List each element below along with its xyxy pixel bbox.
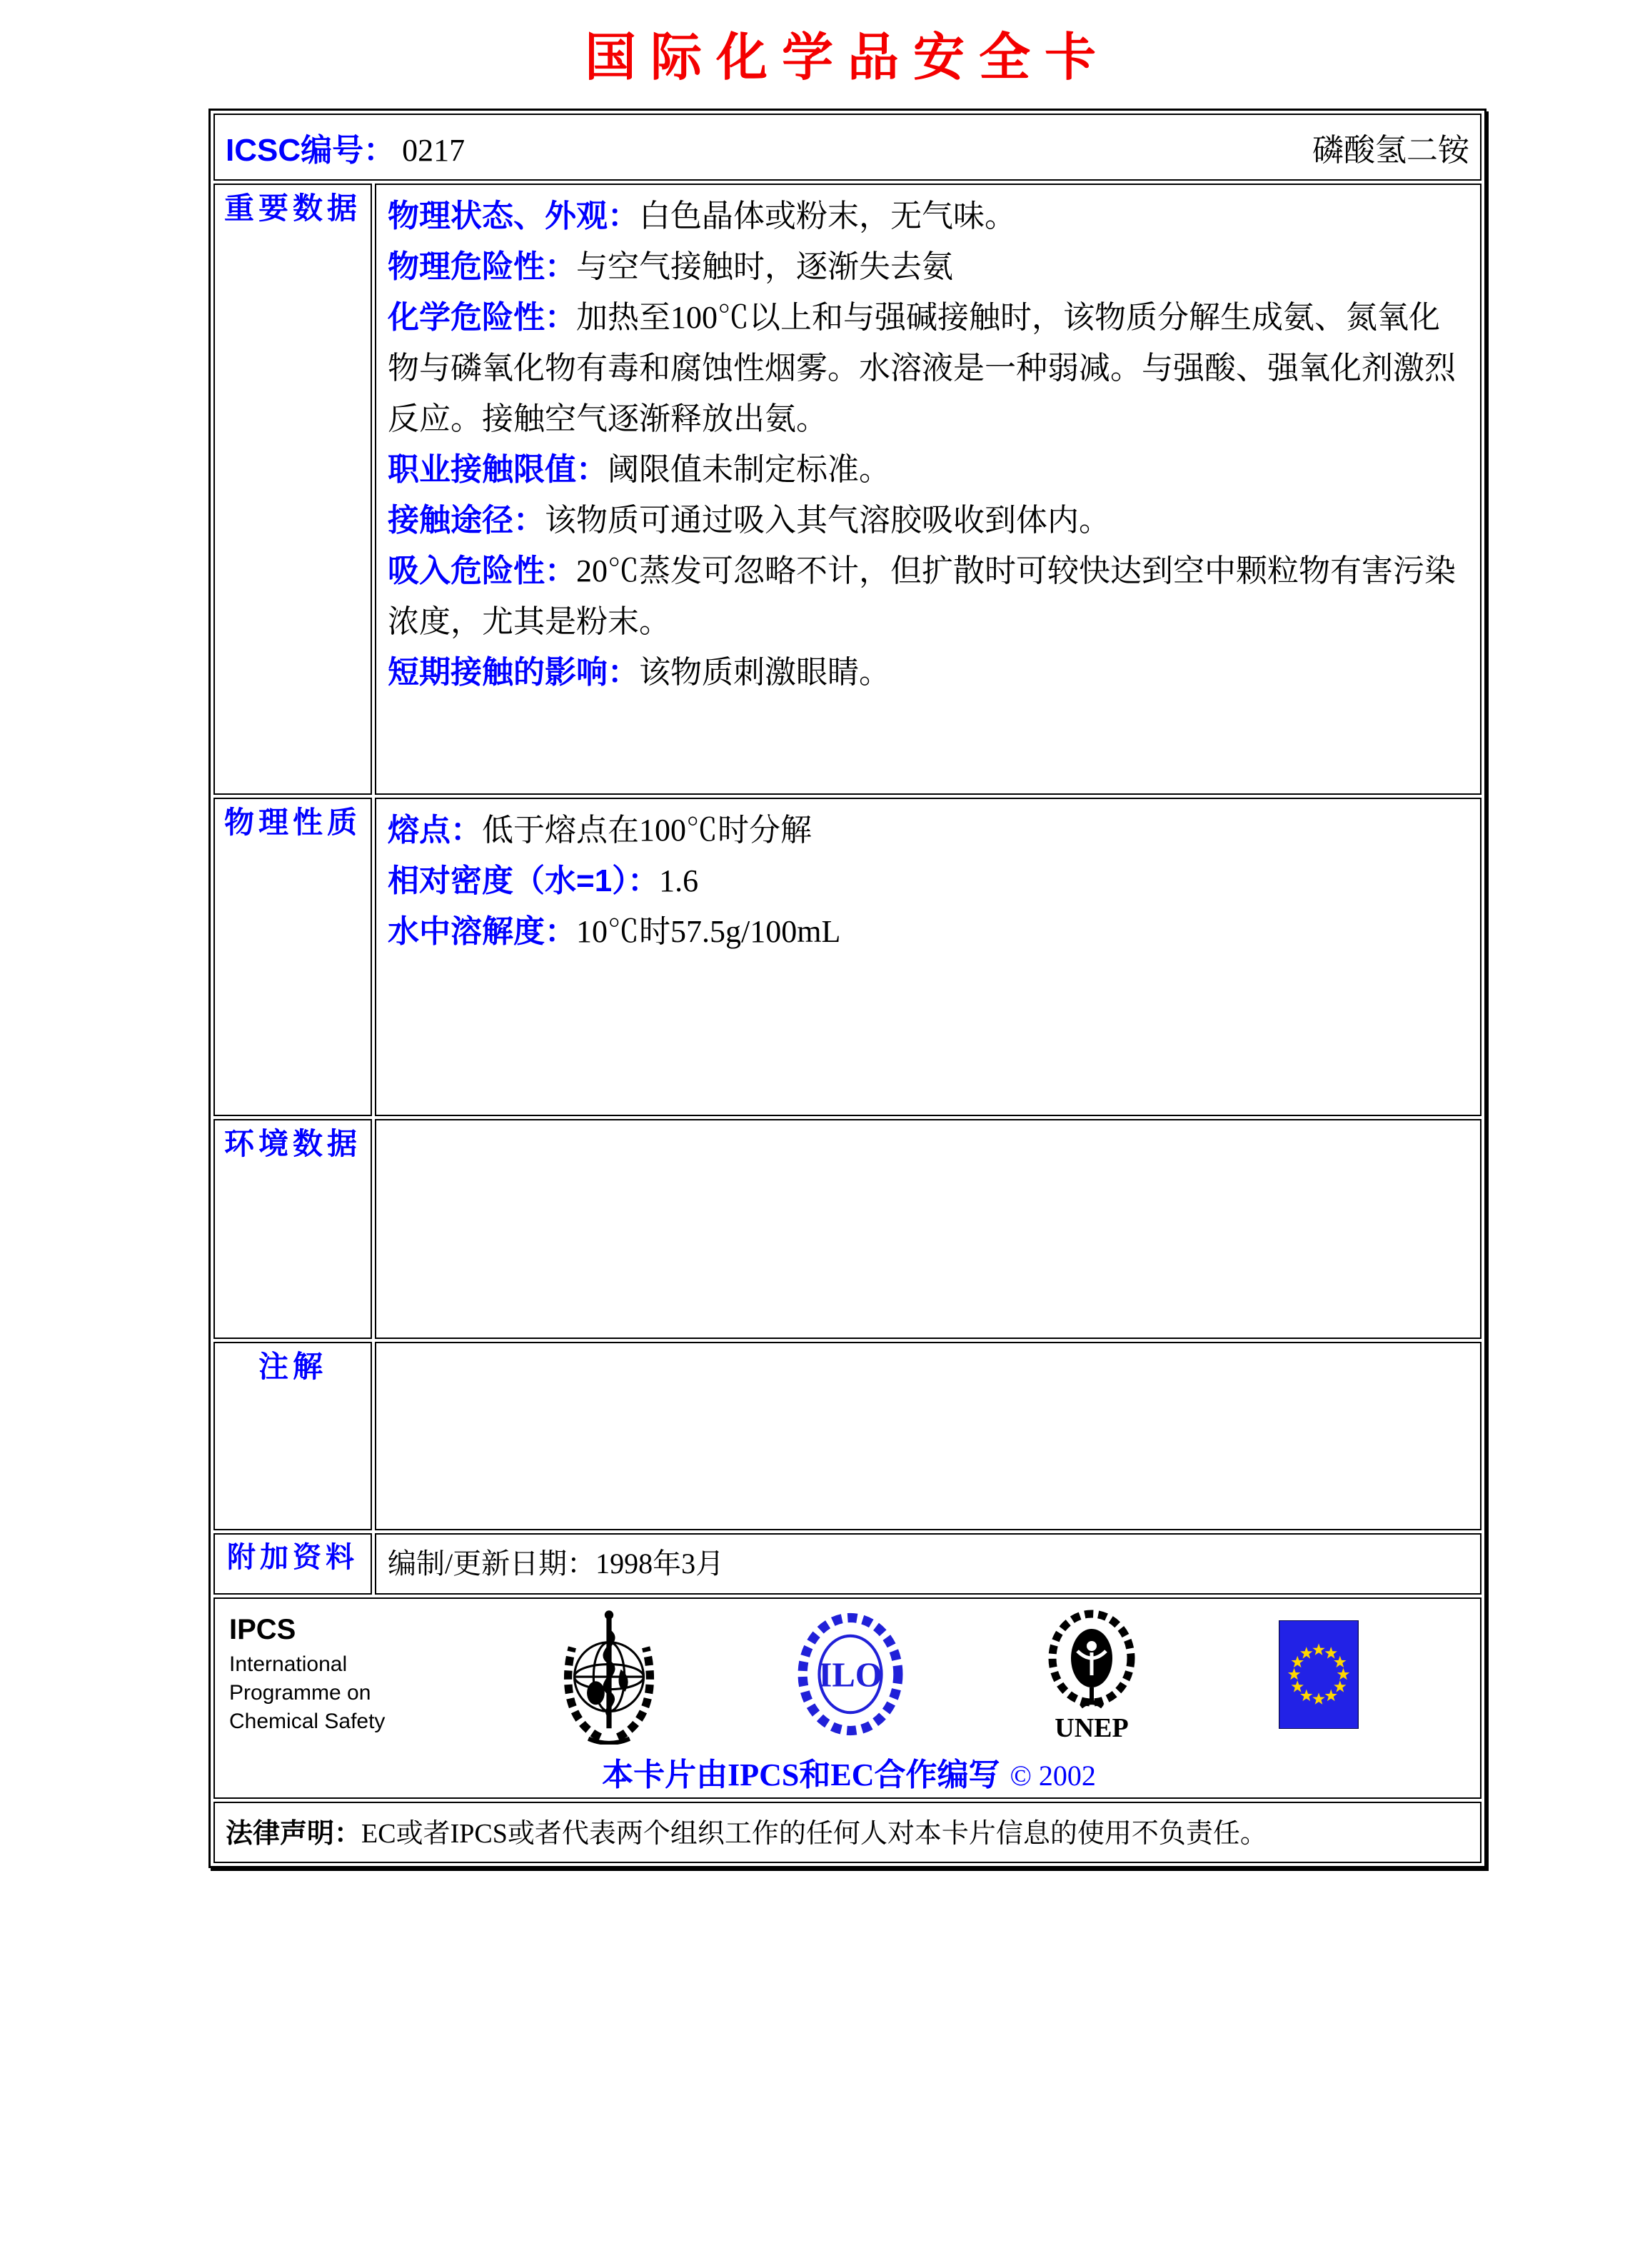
ipcs-line: Programme on bbox=[229, 1680, 371, 1705]
section-content-important-data bbox=[375, 184, 1481, 795]
logos-row bbox=[213, 1597, 1481, 1799]
entry-label: 职业接触限值： bbox=[388, 452, 608, 487]
data-entry bbox=[388, 855, 1469, 906]
entry-label: 化学危险性： bbox=[388, 300, 576, 335]
section-label-additional-info: 附加资料 bbox=[213, 1533, 372, 1595]
entry-label: 相对密度（水=1）： bbox=[388, 863, 660, 898]
ipcs-line: Chemical Safety bbox=[229, 1709, 386, 1733]
data-entry bbox=[388, 191, 1469, 241]
caption-text: 本卡片由IPCS和EC合作编写 bbox=[602, 1757, 1000, 1792]
entry-label: 物理危险性： bbox=[388, 249, 576, 284]
ilo-logo bbox=[796, 1611, 905, 1738]
section-label-environmental-data: 环境数据 bbox=[213, 1119, 372, 1339]
icsc-number bbox=[226, 124, 465, 170]
data-entry bbox=[388, 444, 1469, 495]
header-row bbox=[213, 114, 1481, 181]
entry-text: 阈限值未制定标准。 bbox=[608, 452, 890, 487]
section-row-important-data bbox=[213, 184, 1481, 795]
entry-text: 1.6 bbox=[659, 863, 699, 898]
entry-label: 吸入危险性： bbox=[388, 553, 576, 588]
section-row-physical-properties bbox=[213, 798, 1481, 1116]
entry-label: 短期接触的影响： bbox=[388, 655, 639, 690]
entry-text: 与空气接触时，逐渐失去氨 bbox=[576, 249, 953, 284]
section-content-physical-properties bbox=[375, 798, 1481, 1116]
data-entry bbox=[388, 647, 1469, 698]
copyright: © 2002 bbox=[1010, 1760, 1096, 1792]
data-entry bbox=[388, 805, 1469, 855]
section-content-notes bbox=[375, 1342, 1481, 1530]
entry-text: 加热至100℃以上和与强碱接触时，该物质分解生成氨、氮氧化物与磷氧化物有毒和腐蚀性烟雾。水溶液是一种弱减。与强酸、强氧化剂激烈反应。接触空气逐渐释放出氨。 bbox=[388, 300, 1456, 436]
entry-text: 20℃蒸发可忽略不计，但扩散时可较快达到空中颗粒物有害污染浓度，尤其是粉末。 bbox=[388, 553, 1456, 639]
ilo-letters: ILO bbox=[818, 1655, 882, 1695]
section-content-additional-info bbox=[375, 1533, 1481, 1595]
entry-text: 该物质刺激眼睛。 bbox=[639, 655, 890, 690]
data-entry bbox=[388, 546, 1469, 647]
data-entry bbox=[388, 906, 1469, 957]
entry-label: 熔点： bbox=[388, 813, 482, 848]
ipcs-acronym: IPCS bbox=[229, 1613, 296, 1645]
section-label-physical-properties: 物理性质 bbox=[213, 798, 372, 1116]
section-row-environmental-data bbox=[213, 1119, 1481, 1339]
update-date-text: 编制/更新日期：1998年3月 bbox=[388, 1547, 725, 1580]
data-entry bbox=[388, 495, 1469, 546]
ipcs-block bbox=[229, 1614, 422, 1736]
entry-text: 低于熔点在100℃时分解 bbox=[482, 813, 812, 848]
page-title: 国际化学品安全卡 bbox=[584, 29, 1110, 86]
footer-caption bbox=[225, 1749, 1473, 1795]
section-label-important-data: 重要数据 bbox=[213, 184, 372, 795]
eu-flag bbox=[1279, 1620, 1359, 1729]
unep-logo bbox=[1038, 1606, 1145, 1743]
section-row-additional-info bbox=[213, 1533, 1481, 1595]
who-logo bbox=[555, 1605, 663, 1745]
chemical-name: 磷酸氢二铵 bbox=[1312, 133, 1469, 168]
entry-text: 白色晶体或粉末，无气味。 bbox=[639, 199, 1016, 234]
section-label-notes: 注解 bbox=[213, 1342, 372, 1530]
icsc-number-value: 0217 bbox=[402, 133, 466, 168]
section-content-environmental-data bbox=[375, 1119, 1481, 1339]
entry-text: 10℃时57.5g/100mL bbox=[576, 914, 841, 949]
ipcs-line: International bbox=[229, 1652, 348, 1676]
entry-text: 该物质可通过吸入其气溶胶吸收到体内。 bbox=[545, 503, 1110, 538]
data-entry bbox=[388, 241, 1469, 292]
entry-label: 水中溶解度： bbox=[388, 914, 576, 949]
data-entry bbox=[388, 292, 1469, 444]
entry-label: 接触途径： bbox=[388, 503, 545, 538]
section-row-notes bbox=[213, 1342, 1481, 1530]
legal-text: EC或者IPCS或者代表两个组织工作的任何人对本卡片信息的使用不负责任。 bbox=[361, 1819, 1267, 1849]
unep-letters: UNEP bbox=[1055, 1713, 1129, 1743]
icsc-card-table bbox=[208, 109, 1486, 1868]
legal-label: 法律声明： bbox=[226, 1819, 362, 1849]
entry-label: 物理状态、外观： bbox=[388, 199, 639, 234]
icsc-number-label: ICSC编号： bbox=[226, 133, 396, 168]
legal-row bbox=[213, 1802, 1481, 1863]
